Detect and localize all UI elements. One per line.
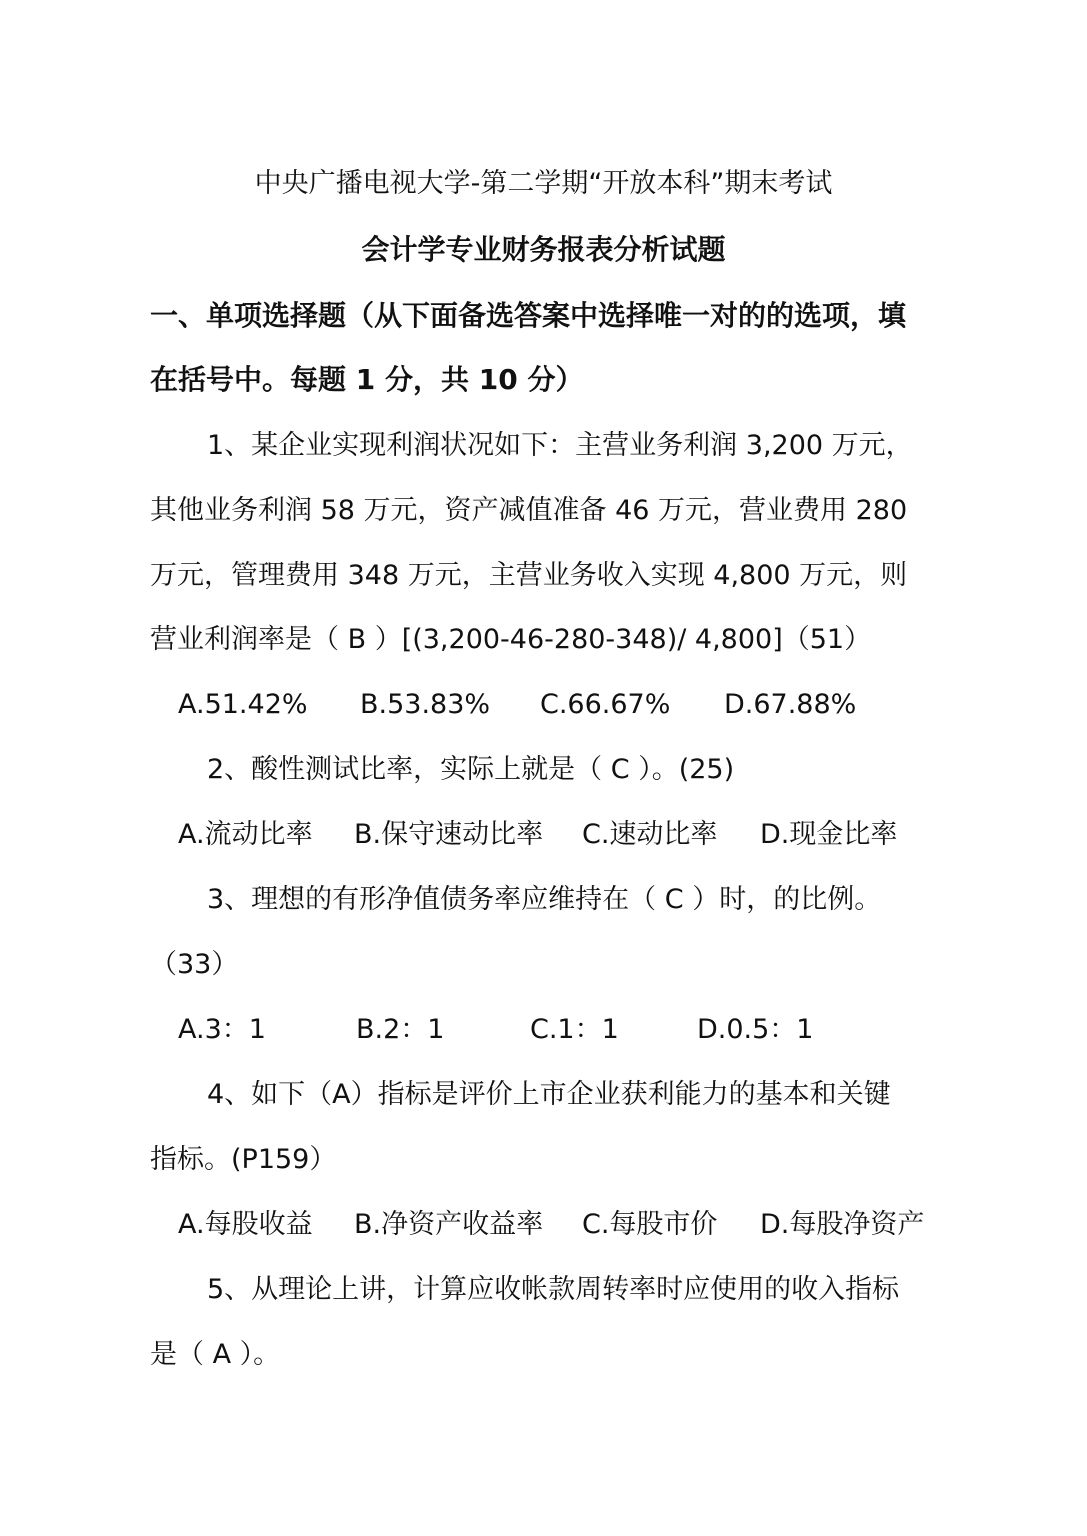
question-3-line2: （33） bbox=[150, 949, 239, 980]
question-1-line1: 1、某企业实现利润状况如下：主营业务利润 3,200 万元， bbox=[207, 430, 913, 461]
question-4-option-d: D.每股净资产 bbox=[760, 1209, 925, 1240]
question-3-line1: 3、理想的有形净值债务率应维持在（ C ）时，的比例。 bbox=[207, 884, 882, 915]
question-1-option-d: D.67.88% bbox=[724, 689, 857, 720]
question-2-option-b: B.保守速动比率 bbox=[354, 819, 544, 850]
question-3-option-a: A.3：1 bbox=[178, 1014, 266, 1045]
question-2-option-d: D.现金比率 bbox=[760, 819, 898, 850]
question-4-option-a: A.每股收益 bbox=[178, 1209, 313, 1240]
question-4-line2: 指标。(P159） bbox=[150, 1144, 337, 1175]
question-1-line3: 万元，管理费用 348 万元，主营业务收入实现 4,800 万元，则 bbox=[150, 560, 908, 591]
question-3-option-b: B.2：1 bbox=[356, 1014, 445, 1045]
exam-subtitle: 会计学专业财务报表分析试题 bbox=[361, 233, 726, 266]
question-3-option-c: C.1：1 bbox=[530, 1014, 619, 1045]
question-4-option-c: C.每股市价 bbox=[582, 1209, 718, 1240]
question-1-option-c: C.66.67% bbox=[540, 689, 671, 720]
question-1-line4: 营业利润率是（ B ）[(3,200-46-280-348)/ 4,800]（51） bbox=[150, 624, 872, 655]
question-3-option-d: D.0.5：1 bbox=[697, 1014, 814, 1045]
question-5-line2: 是（ A ）。 bbox=[150, 1339, 281, 1370]
question-4-line1: 4、如下（A）指标是评价上市企业获利能力的基本和关键 bbox=[207, 1079, 891, 1110]
section-heading-line2: 在括号中。每题 1 分，共 10 分） bbox=[150, 363, 584, 396]
section-heading-line1: 一、单项选择题（从下面备选答案中选择唯一对的的选项，填 bbox=[150, 299, 907, 332]
question-2-option-a: A.流动比率 bbox=[178, 819, 313, 850]
question-2-line1: 2、酸性测试比率，实际上就是（ C ）。(25) bbox=[207, 754, 735, 785]
exam-title: 中央广播电视大学-第二学期“开放本科”期末考试 bbox=[254, 168, 833, 199]
question-5-line1: 5、从理论上讲，计算应收帐款周转率时应使用的收入指标 bbox=[207, 1274, 900, 1305]
question-1-option-a: A.51.42% bbox=[178, 689, 308, 720]
question-2-option-c: C.速动比率 bbox=[582, 819, 718, 850]
question-1-option-b: B.53.83% bbox=[360, 689, 491, 720]
question-1-line2: 其他业务利润 58 万元，资产减值准备 46 万元，营业费用 280 bbox=[150, 495, 908, 526]
question-4-option-b: B.净资产收益率 bbox=[354, 1209, 544, 1240]
